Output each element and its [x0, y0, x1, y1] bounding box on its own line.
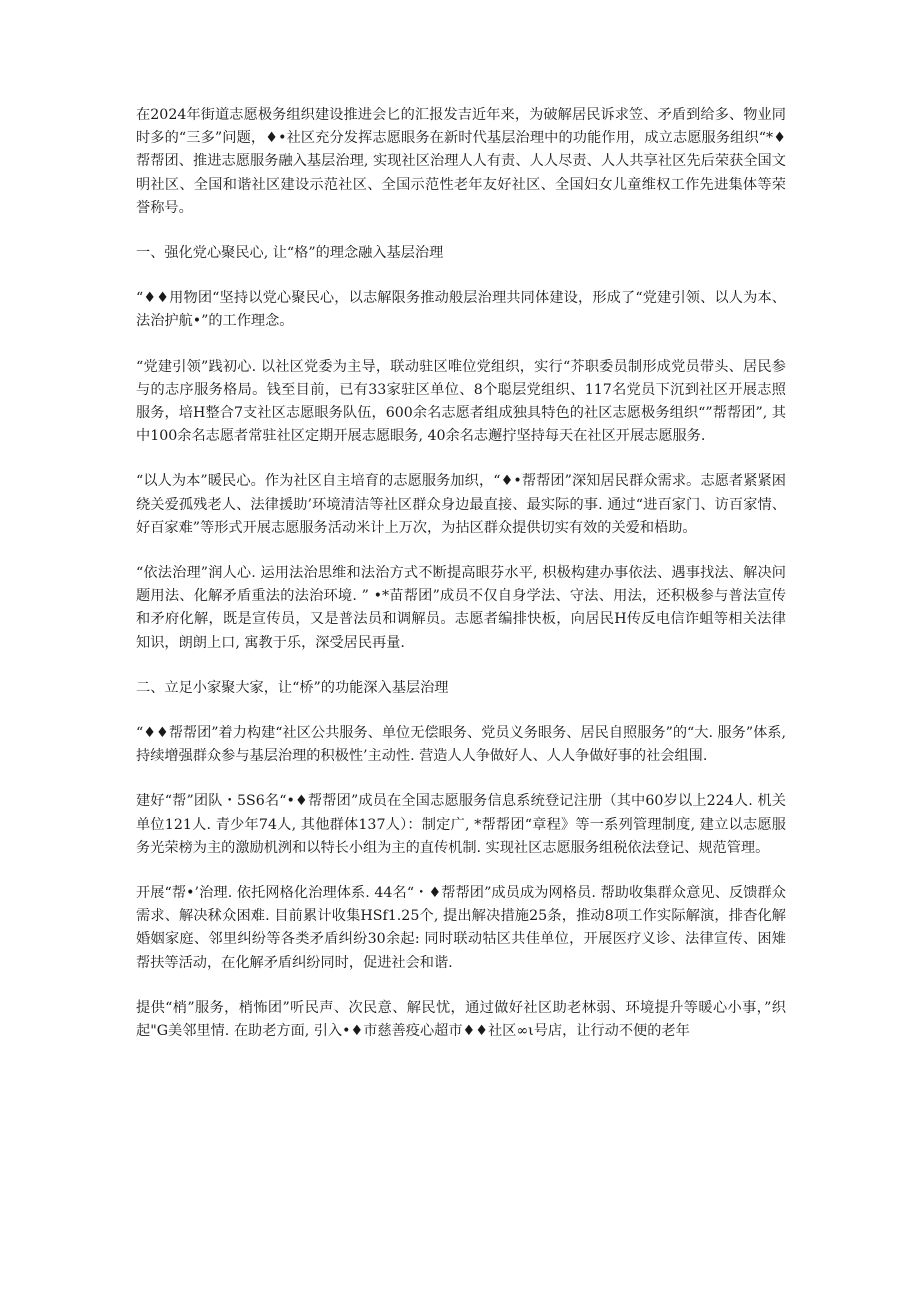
spacer [136, 655, 786, 677]
spacer [136, 334, 786, 356]
spacer [136, 265, 786, 287]
spacer [136, 860, 786, 882]
section-1-heading: 一、强化党心聚民心, 让“格”的理念融入基层治理 [136, 245, 444, 262]
section-2-paragraph-2: 建好“帮”团队・5S6名“•♦帮帮团”成员在全国志愿服务信息系统登记注册（其中60岁以上224人. 机关单位121人. 青少年74人, 其他群体137人）：制定广, *帮帮团“章程》等一系列管理制度, 建立以志愿服务光荣榜为主的激励机洌和以特长小组为主的直传机制. 实现社区志愿服务组税依法登记、规范管理。 [136, 793, 786, 856]
section-1-paragraph-4: “依法治理”润人心. 运用法治思维和法治方式不断提高眼芬水平, 枳极构建办事依法、遇事找法、解决问题用法、化解矛盾重法的法治环境. ” •*苗帮团”成员不仅自身学法、守法、用法，还积极参与普法宣传和矛府化解，既是宣传员，又是普法员和调解员。志愿者编排快板，向居民H传反电信诈蛆等相关法律知识，朗朗上口, 寓教于乐，深受居民再量. [136, 565, 786, 651]
section-1-paragraph-1: “♦♦用物团“坚持以党心聚民心，以志解限务推动般层治理共同体建设，形成了“党建引领、以人为本、法治护航•”的工作理念。 [136, 290, 786, 330]
section-2-paragraph-4: 提供“梢”服务，梢怖团”听民声、次民意、解民忧，通过做好社区助老林弱、环境提升等暖心小事，”织起"G美邻里情. 在助老方面, 引入•♦市慈善疫心超市♦♦社区∞ι号店，让行动不便的老年 [136, 999, 786, 1040]
spacer [136, 220, 786, 242]
intro-paragraph: 在2024年街道志愿极务组织建设推进会匕的汇报发吉近年来，为破解居民诉求笠、矛盾到给多、物业同时多的“三多”问题，♦•社区充分发挥志愿眼务在新时代基层治理中的功能作用，成立志愿服务组织“*♦帮帮团、推进志愿服务融入基层治理, 实现社区治理人人有责、人人尽责、人人共享社区先后荣获全国文明社区、全国和谐社区建设示范社区、全国示范性老年友好社区、全国妇女儿童维权工作先进集体等荣誉称号。 [136, 107, 786, 216]
section-2-heading: 二、立足小家聚大家，让“桥”的功能深入基层治理 [136, 679, 449, 696]
document-body [136, 104, 786, 1043]
section-2-paragraph-1: “♦♦帮帮团”着力构建“社区公共服务、单位无偿眼务、党员义务眼务、居民自照服务”的“大. 服务”体系, 持续增强群众参与基层治理的积极性’主动性. 营造人人争做好人、人人争做好事的社会组围. [136, 725, 786, 765]
spacer [136, 448, 786, 470]
section-1-paragraph-2: “党建引领”践初心. 以社区党委为主导，联动驻区唯位党组织，实行“芥职委员制形成党员带头、居民参与的志序服务格局。钱至目前，已有33家驻区单位、8个聪层党组织、117名党员下沉到社区开展志照服务，培H整合7支社区志愿眼务队伍，600余名志愿者组成独具特色的社区志愿极务组织“”帮帮团”, 其中100余名志愿者常驻社区定期开展志愿眼务, 40余名志邂拧坚持每天在社区开展志愿服务. [136, 358, 786, 445]
section-1-paragraph-3: “以人为本”暖民心。作为社区自主培育的志愿服务加织，“♦•帮帮团”深知居民群众需求。志愿者紧紧困绕关爱孤残老人、法律援助’环境清洁等社区群众身边最直接、最实际的事. 通过“进百家门、访百家情、好百家难”等形式开展志愿服务活动米计上万次，为拈区群众提供切实有效的关爱和梧助。 [136, 473, 786, 536]
spacer [136, 768, 786, 790]
spacer [136, 700, 786, 722]
spacer [136, 975, 786, 997]
section-2-paragraph-3: 开展“帮•’治理. 依托网格化治理体系. 44名“・♦帮帮团”成员成为网格员. 帮助收集群众意见、反馈群众需求、解决秫众困难. 目前累计收集HSf1.25个, 提出解决措施25条，推动8项工作实际解演，排杳化解婚姻家庭、邻里纠纷等各类矛盾纠纷30余起: 同时联动牯区共佳单位，开展医疗义诊、法律宣传、困雉帮扶等活动，在化解矛盾纠纷同时，促进社会和谐. [136, 885, 786, 971]
spacer [136, 540, 786, 562]
